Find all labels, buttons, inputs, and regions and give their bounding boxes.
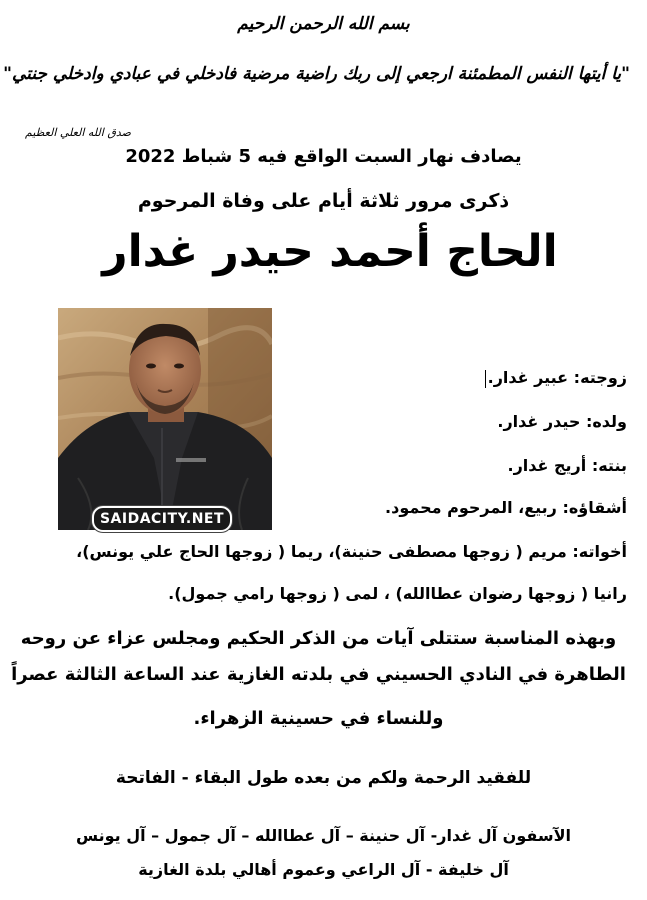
relative-daughter: بنته: أريج غدار.	[507, 456, 627, 475]
relative-sisters-line1: أخواته: مريم ( زوجها مصطفى حنينة)، ريما ( زوجها الحاج علي يونس)،	[76, 542, 627, 561]
mourning-families-line1: الآسفون آل غدار- آل حنينة – آل عطاالله – آل جمول – آل يونس	[75, 826, 571, 845]
deceased-name: الحاج أحمد حيدر غدار	[102, 226, 558, 277]
relative-sisters-line2: رانيا ( زوجها رضوان عطاالله) ، لمى ( زوجها رامي جمول).	[168, 584, 627, 603]
condolence-line: للفقيد الرحمة ولكم من بعده طول البقاء - الفاتحة	[115, 768, 532, 788]
relative-wife	[485, 368, 627, 388]
quran-verse: "يا أيتها النفس المطمئنة ارجعي إلى ربك راضية مرضية فادخلي في عبادي وادخلي جنتي"	[3, 64, 630, 84]
event-date: يصادف نهار السبت الواقع فيه 5 شباط 2022	[125, 146, 522, 167]
announcement-line2: الطاهرة في النادي الحسيني في بلدته الغازية عند الساعة الثالثة عصراً	[11, 664, 626, 685]
remembrance-line: ذكرى مرور ثلاثة أيام على وفاة المرحوم	[137, 190, 510, 212]
relative-brothers: أشقاؤه: ربيع، المرحوم محمود.	[385, 498, 627, 517]
relative-son: ولده: حيدر غدار.	[497, 412, 627, 431]
site-watermark: SAIDACITY.NET	[92, 506, 232, 532]
announcement-line1: وبهذه المناسبة ستتلى آيات من الذكر الحكيم ومجلس عزاء عن روحه	[20, 628, 617, 649]
verse-closing: صدق الله العلي العظيم	[25, 126, 131, 139]
wife-text: زوجته: عبير غدار.	[487, 368, 627, 387]
deceased-photo	[58, 308, 272, 530]
announcement-line3: وللنساء في حسينية الزهراء.	[193, 708, 444, 729]
basmala-heading: بسم الله الرحمن الرحيم	[237, 14, 410, 34]
text-cursor	[485, 370, 486, 388]
mourning-families-line2: آل خليفة - آل الراعي وعموم أهالي بلدة الغازية	[138, 860, 509, 879]
